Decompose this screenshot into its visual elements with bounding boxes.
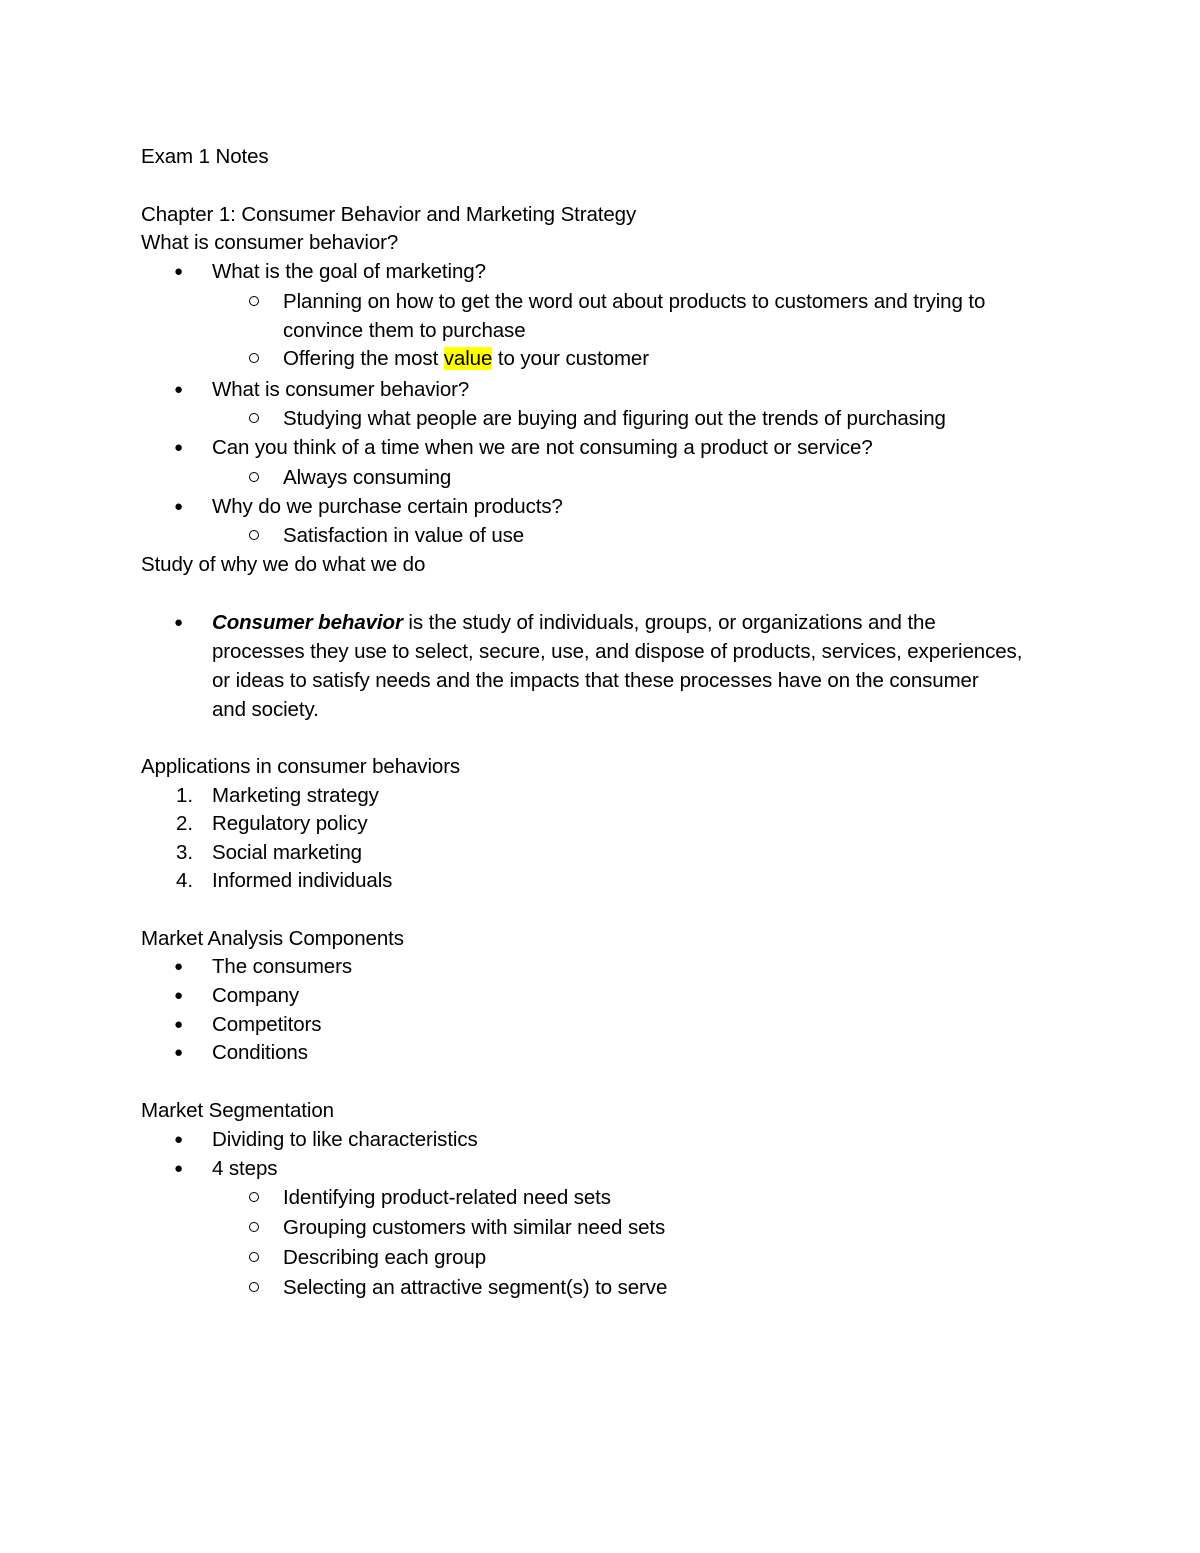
definition-term: Consumer behavior xyxy=(212,611,403,634)
list-item: Identifying product-related need sets xyxy=(283,1186,611,1209)
definition-line: or ideas to satisfy needs and the impacts that these processes have on the consumer xyxy=(212,669,979,692)
list-number: 2. xyxy=(176,812,194,835)
list-item: Can you think of a time when we are not consuming a product or service? xyxy=(212,436,873,459)
list-item: Dividing to like characteristics xyxy=(212,1128,478,1151)
section-question: What is consumer behavior? xyxy=(141,231,399,254)
list-item: Conditions xyxy=(212,1041,308,1064)
list-item xyxy=(283,344,649,373)
body-text: Study of why we do what we do xyxy=(141,553,426,576)
text-run: to your customer xyxy=(492,347,649,370)
list-number: 3. xyxy=(176,841,194,864)
section-heading: Applications in consumer behaviors xyxy=(141,755,461,778)
text-run: is the study of individuals, groups, or organizations and the xyxy=(402,611,936,634)
bullet-icon: ● xyxy=(174,1131,184,1148)
list-item: Planning on how to get the word out about products to customers and trying to xyxy=(283,290,986,313)
bullet-icon: ● xyxy=(174,1016,184,1033)
list-item: The consumers xyxy=(212,955,352,978)
circle-bullet-icon xyxy=(249,353,259,363)
list-item: 4 steps xyxy=(212,1157,278,1180)
list-item: What is consumer behavior? xyxy=(212,378,470,401)
bullet-icon: ● xyxy=(174,1160,184,1177)
list-item-continuation: convince them to purchase xyxy=(283,319,526,342)
circle-bullet-icon xyxy=(249,1282,259,1292)
bullet-icon: ● xyxy=(174,381,184,398)
list-item: Company xyxy=(212,984,300,1007)
bullet-icon: ● xyxy=(174,987,184,1004)
bullet-icon: ● xyxy=(174,498,184,515)
list-item: Informed individuals xyxy=(212,869,393,892)
list-item: Grouping customers with similar need sets xyxy=(283,1216,666,1239)
list-item: Always consuming xyxy=(283,466,452,489)
circle-bullet-icon xyxy=(249,472,259,482)
list-item: Why do we purchase certain products? xyxy=(212,495,563,518)
bullet-icon: ● xyxy=(174,439,184,456)
bullet-icon: ● xyxy=(174,263,184,280)
bullet-icon: ● xyxy=(174,1044,184,1061)
highlighted-word: value xyxy=(443,347,493,370)
definition-line: and society. xyxy=(212,698,319,721)
definition-line: processes they use to select, secure, use, and dispose of products, services, experiences, xyxy=(212,640,1023,663)
section-heading: Market Segmentation xyxy=(141,1099,334,1122)
section-heading: Market Analysis Components xyxy=(141,927,404,950)
list-item: Describing each group xyxy=(283,1246,487,1269)
circle-bullet-icon xyxy=(249,1192,259,1202)
list-item: Studying what people are buying and figuring out the trends of purchasing xyxy=(283,407,946,430)
list-item: Satisfaction in value of use xyxy=(283,524,525,547)
definition-line xyxy=(212,608,936,637)
list-item: Regulatory policy xyxy=(212,812,368,835)
circle-bullet-icon xyxy=(249,1252,259,1262)
chapter-heading: Chapter 1: Consumer Behavior and Marketing Strategy xyxy=(141,203,637,226)
text-run: Offering the most xyxy=(283,347,444,370)
circle-bullet-icon xyxy=(249,530,259,540)
list-item: Marketing strategy xyxy=(212,784,379,807)
list-item: Competitors xyxy=(212,1013,322,1036)
list-item: What is the goal of marketing? xyxy=(212,260,486,283)
list-item: Selecting an attractive segment(s) to serve xyxy=(283,1276,668,1299)
list-number: 4. xyxy=(176,869,194,892)
list-number: 1. xyxy=(176,784,194,807)
list-item: Social marketing xyxy=(212,841,362,864)
bullet-icon: ● xyxy=(174,958,184,975)
bullet-icon: ● xyxy=(174,614,184,631)
circle-bullet-icon xyxy=(249,1222,259,1232)
circle-bullet-icon xyxy=(249,296,259,306)
circle-bullet-icon xyxy=(249,413,259,423)
document-title: Exam 1 Notes xyxy=(141,145,269,168)
